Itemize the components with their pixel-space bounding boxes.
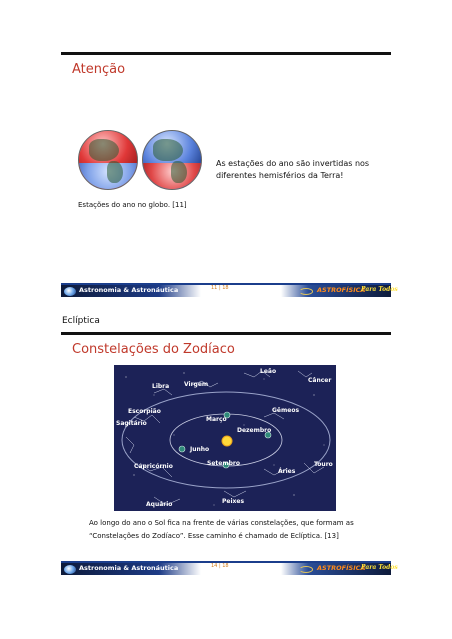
label-setembro: Setembro — [207, 460, 240, 467]
label-sagitario: Sagitário — [116, 420, 147, 427]
label-cancer: Câncer — [308, 377, 332, 384]
globe-winter-north-image — [142, 130, 202, 190]
planet-logo-icon — [64, 287, 76, 296]
slide-title: Atenção — [72, 62, 126, 77]
planet-logo-icon — [64, 565, 76, 574]
label-junho: Junho — [190, 446, 210, 453]
body-text-line-2: “Constelações do Zodíaco”. Esse caminho é chamado de Eclíptica. [13] — [89, 532, 339, 540]
label-libra: Libra — [152, 383, 170, 390]
slide-footer — [61, 561, 398, 575]
body-text-line-1: Ao longo do ano o Sol fica na frente de várias constelações, que formam as — [89, 519, 354, 527]
label-escorpiao: Escorpião — [128, 408, 161, 415]
slide-atencao — [61, 52, 398, 298]
slide-title: Constelações do Zodíaco — [72, 342, 235, 357]
label-leao: Leão — [260, 368, 277, 375]
zodiac-diagram — [114, 365, 336, 511]
slide-zodiaco — [61, 332, 398, 578]
globe-summer-north-image — [78, 130, 138, 190]
page-number: 14 | 18 — [211, 563, 229, 569]
body-text-line-1: As estações do ano são invertidas nos — [216, 159, 370, 168]
section-label: Eclíptica — [62, 316, 100, 326]
footer-title: Astronomia & Astronáutica — [79, 564, 179, 572]
footer-brand-tagline: Para Todos — [361, 564, 398, 571]
label-virgem: Virgem — [184, 381, 209, 388]
label-aquario: Aquário — [146, 501, 173, 508]
label-touro: Touro — [314, 461, 333, 468]
swirl-logo-icon — [299, 566, 313, 573]
label-marco: Março — [206, 416, 227, 423]
zodiac-diagram-svg — [114, 365, 336, 511]
body-text-line-2: diferentes hemisférios da Terra! — [216, 171, 344, 180]
swirl-logo-icon — [299, 288, 313, 295]
label-capricornio: Capricórnio — [134, 463, 173, 470]
page-number: 11 | 18 — [211, 285, 229, 291]
footer-title: Astronomia & Astronáutica — [79, 286, 179, 294]
slide-top-bar — [61, 332, 391, 335]
label-peixes: Peixes — [222, 498, 245, 505]
slide-top-bar — [61, 52, 391, 55]
slide-footer — [61, 283, 398, 297]
footer-brand-tagline: Para Todos — [361, 286, 398, 293]
footer-brand: ASTROFÍSICA — [317, 286, 366, 294]
figure-caption: Estações do ano no globo. [11] — [78, 201, 187, 209]
footer-brand: ASTROFÍSICA — [317, 564, 366, 572]
label-aries: Áries — [278, 468, 296, 475]
label-gemeos: Gêmeos — [272, 407, 300, 414]
label-dezembro: Dezembro — [237, 427, 272, 434]
